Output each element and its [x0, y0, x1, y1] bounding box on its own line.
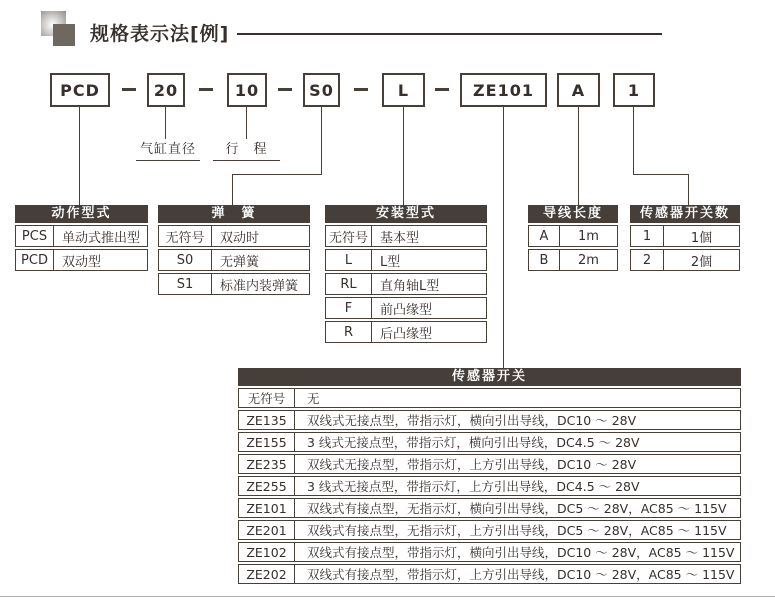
leader-line-count-v2: [688, 174, 689, 205]
desc-cell: 双线式有接点型，无指示灯，横向引出导线，DC5 ～ 28V，AC85 ～ 115V: [307, 501, 727, 516]
model-segment-stroke: 10: [227, 73, 267, 107]
model-separator-dash: [199, 88, 213, 91]
code-cell: 无符号: [326, 226, 372, 246]
sensor-count-table: [630, 205, 740, 273]
code-cell: RL: [326, 274, 372, 294]
leader-line-stroke: [246, 107, 247, 139]
leader-line-spring-h: [232, 174, 322, 175]
table-row: [325, 297, 487, 319]
table-row: [238, 454, 741, 474]
code-cell: ZE135: [239, 411, 295, 429]
desc-cell: 1個: [690, 230, 713, 246]
desc-cell: 3 线式无接点型，带指示灯，横向引出导线，DC4.5 ～ 28V: [307, 435, 640, 450]
table-row: [238, 410, 741, 430]
table-row: [238, 432, 741, 452]
model-segment-bore: 20: [147, 73, 185, 107]
table-row: [325, 249, 487, 271]
table-row: [238, 564, 741, 584]
table-row: [630, 225, 740, 247]
table-row: [528, 249, 618, 271]
table-row: [158, 225, 310, 247]
desc-cell: 双线式有接点型，带指示灯，上方引出导线，DC10 ～ 28V，AC85 ～ 115V: [307, 567, 735, 582]
table-row: [238, 498, 741, 518]
desc-cell: 双线式无接点型，带指示灯，横向引出导线，DC10 ～ 28V: [307, 413, 637, 428]
spring-table-header: 弹 簧: [158, 205, 310, 223]
lead-length-table: [528, 205, 618, 273]
code-cell: 无符号: [159, 226, 212, 246]
model-segment-spring: S0: [303, 73, 340, 107]
table-row: [15, 249, 148, 271]
desc-cell: L型: [380, 254, 401, 270]
desc-cell: 单动式推出型: [62, 230, 141, 246]
code-cell: S1: [159, 274, 212, 294]
desc-cell: 双线式有接点型，无指示灯，上方引出导线，DC5 ～ 28V，AC85 ～ 115V: [307, 523, 727, 538]
table-row: [528, 225, 618, 247]
sensor-switch-table: [238, 368, 741, 586]
desc-cell: 直角轴L型: [380, 278, 440, 294]
table-row: [238, 388, 741, 408]
code-cell: B: [529, 250, 560, 270]
title-rule: [237, 33, 662, 35]
desc-cell: 无弹簧: [220, 254, 260, 270]
table-row: [325, 273, 487, 295]
model-segment-lead: A: [557, 73, 600, 107]
desc-cell: 双动型: [62, 254, 102, 270]
model-segment-count: 1: [613, 73, 655, 107]
lead-length-table-header: 导线长度: [528, 205, 618, 223]
sensor-switch-table-header: 传感器开关: [238, 368, 741, 386]
leader-line-lead: [578, 107, 579, 205]
desc-cell: 2m: [578, 252, 599, 268]
page-title: 规格表示法[例]: [90, 23, 230, 45]
desc-cell: 1m: [578, 228, 599, 244]
desc-cell: 后凸缘型: [380, 326, 433, 342]
table-row: [15, 225, 148, 247]
leader-line-spring-v2: [232, 174, 233, 205]
code-cell: ZE102: [239, 543, 295, 561]
spring-table: [158, 205, 310, 297]
table-row: [158, 273, 310, 295]
leader-line-bore: [165, 107, 166, 139]
code-cell: ZE101: [239, 499, 295, 517]
model-separator-dash: [278, 88, 292, 91]
code-cell: ZE201: [239, 521, 295, 539]
desc-cell: 3 线式无接点型，带指示灯，上方引出导线，DC4.5 ～ 28V: [307, 479, 640, 494]
title-dark-square-icon: [53, 24, 75, 46]
code-cell: ZE155: [239, 433, 295, 451]
leader-line-count-v1: [633, 107, 634, 174]
stroke-label: 行 程: [213, 138, 280, 161]
desc-cell: 前凸缘型: [380, 302, 433, 318]
model-segment-sensor: ZE101: [460, 73, 547, 107]
action-type-table-header: 动作型式: [15, 205, 148, 223]
code-cell: L: [326, 250, 372, 270]
action-type-table: [15, 205, 148, 273]
code-cell: 1: [631, 226, 664, 246]
table-row: [238, 542, 741, 562]
model-separator-dash: [435, 88, 449, 91]
sensor-count-table-header: 传感器开关数: [630, 205, 740, 223]
model-segment-series: PCD: [50, 73, 110, 107]
desc-cell: 双线式无接点型，带指示灯，上方引出导线，DC10 ～ 28V: [307, 457, 637, 472]
code-cell: F: [326, 298, 372, 318]
code-cell: A: [529, 226, 560, 246]
mounting-type-table: [325, 205, 487, 345]
leader-line-spring-v1: [321, 107, 322, 174]
model-separator-dash: [354, 88, 368, 91]
code-cell: 无符号: [239, 389, 295, 407]
leader-line-action: [79, 107, 80, 205]
code-cell: ZE255: [239, 477, 295, 495]
bore-label: 气缸直径: [136, 138, 200, 161]
table-row: [325, 225, 487, 247]
table-row: [325, 321, 487, 343]
desc-cell: 2個: [690, 254, 713, 270]
code-cell: S0: [159, 250, 212, 270]
code-cell: 2: [631, 250, 664, 270]
table-row: [158, 249, 310, 271]
code-cell: ZE235: [239, 455, 295, 473]
code-cell: R: [326, 322, 372, 342]
model-segment-mounting: L: [382, 73, 425, 107]
leader-line-count-h: [633, 174, 689, 175]
mounting-type-table-header: 安装型式: [325, 205, 487, 223]
model-separator-dash: [122, 88, 136, 91]
desc-cell: 双动时: [220, 230, 260, 246]
page-bottom-rule: [0, 596, 775, 597]
code-cell: PCS: [16, 226, 54, 246]
table-row: [238, 476, 741, 496]
table-row: [238, 520, 741, 540]
desc-cell: 无: [307, 391, 320, 406]
desc-cell: 基本型: [380, 230, 420, 246]
code-cell: PCD: [16, 250, 54, 270]
code-cell: ZE202: [239, 565, 295, 583]
desc-cell: 双线式有接点型，带指示灯，横向引出导线，DC10 ～ 28V，AC85 ～ 115V: [307, 545, 735, 560]
leader-line-mounting: [403, 107, 404, 205]
leader-line-sensor: [503, 107, 504, 368]
desc-cell: 标准内装弹簧: [220, 278, 299, 294]
table-row: [630, 249, 740, 271]
